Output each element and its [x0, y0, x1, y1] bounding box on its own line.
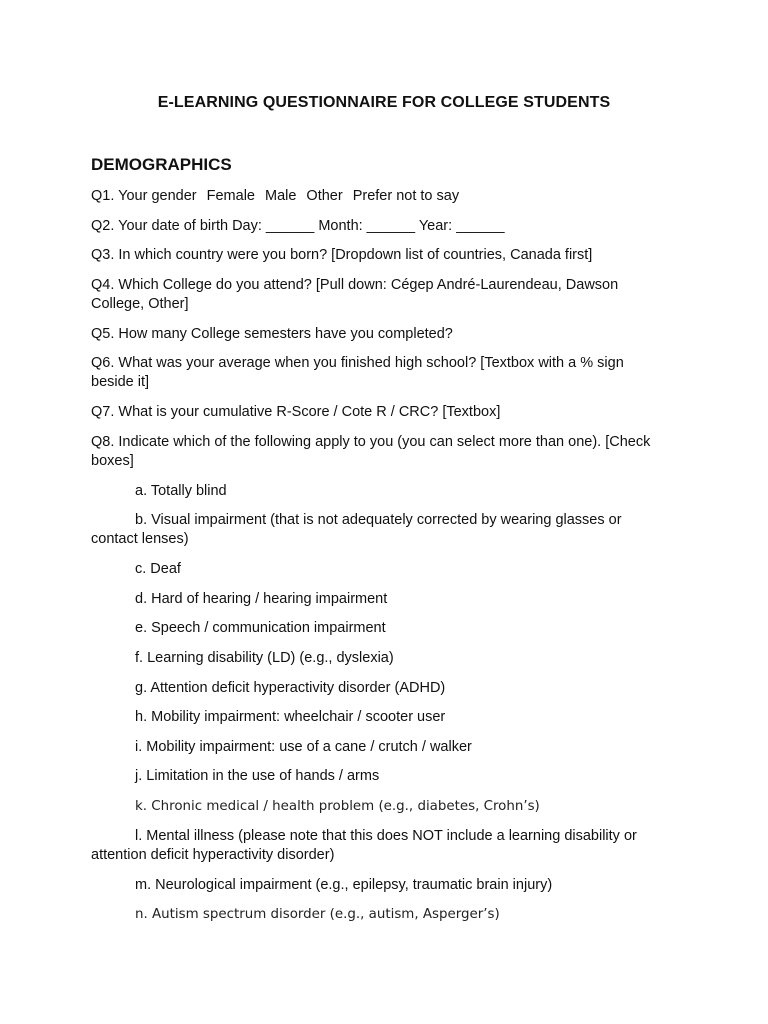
question-q5: Q5. How many College semesters have you completed?: [91, 326, 453, 342]
q8-item-h: h. Mobility impairment: wheelchair / scooter user: [135, 709, 446, 725]
q8-item-a: a. Totally blind: [135, 483, 227, 499]
question-q4: Q4. Which College do you attend? [Pull down: Cégep André-Laurendeau, Dawson College, Other]: [91, 277, 619, 312]
q8-item-n: n. Autism spectrum disorder (e.g., autism, Asperger’s): [135, 907, 500, 922]
q8-item-f: f. Learning disability (LD) (e.g., dyslexia): [135, 650, 394, 666]
q1-option-prefer-not-to-say: Prefer not to say: [352, 188, 460, 204]
q8-item-c: c. Deaf: [135, 561, 181, 577]
q8-item-j: j. Limitation in the use of hands / arms: [135, 768, 380, 784]
q8-item-k: k. Chronic medical / health problem (e.g., diabetes, Crohn’s): [135, 799, 540, 814]
question-q3: Q3. In which country were you born? [Dropdown list of countries, Canada first]: [91, 247, 593, 263]
q8-item-l: l. Mental illness (please note that this does NOT include a learning disability or attention deficit hyperactivity disorder): [91, 828, 637, 863]
q1-option-female: Female: [206, 188, 255, 204]
q8-item-m: m. Neurological impairment (e.g., epilepsy, traumatic brain injury): [135, 877, 553, 893]
q8-item-d: d. Hard of hearing / hearing impairment: [135, 591, 388, 607]
q8-item-e: e. Speech / communication impairment: [135, 620, 386, 636]
question-q7: Q7. What is your cumulative R-Score / Cote R / CRC? [Textbox]: [91, 404, 501, 420]
q8-item-i: i. Mobility impairment: use of a cane / crutch / walker: [135, 739, 472, 755]
question-q6: Q6. What was your average when you finished high school? [Textbox with a % sign beside it]: [91, 355, 624, 390]
q8-item-b: b. Visual impairment (that is not adequately corrected by wearing glasses or contact lenses): [91, 512, 622, 547]
question-q2: Q2. Your date of birth Day: ______ Month: ______ Year: ______: [91, 218, 505, 234]
q8-item-g: g. Attention deficit hyperactivity disorder (ADHD): [135, 680, 446, 696]
q1-option-other: Other: [306, 188, 343, 204]
document-title: E-LEARNING QUESTIONNAIRE FOR COLLEGE STUDENTS: [157, 94, 611, 111]
q1-option-male: Male: [264, 188, 297, 204]
q1-label: Q1. Your gender: [91, 188, 197, 204]
question-q8: Q8. Indicate which of the following apply to you (you can select more than one). [Check boxes]: [91, 434, 651, 469]
question-q1: [91, 187, 691, 206]
section-heading-demographics: DEMOGRAPHICS: [91, 155, 232, 174]
